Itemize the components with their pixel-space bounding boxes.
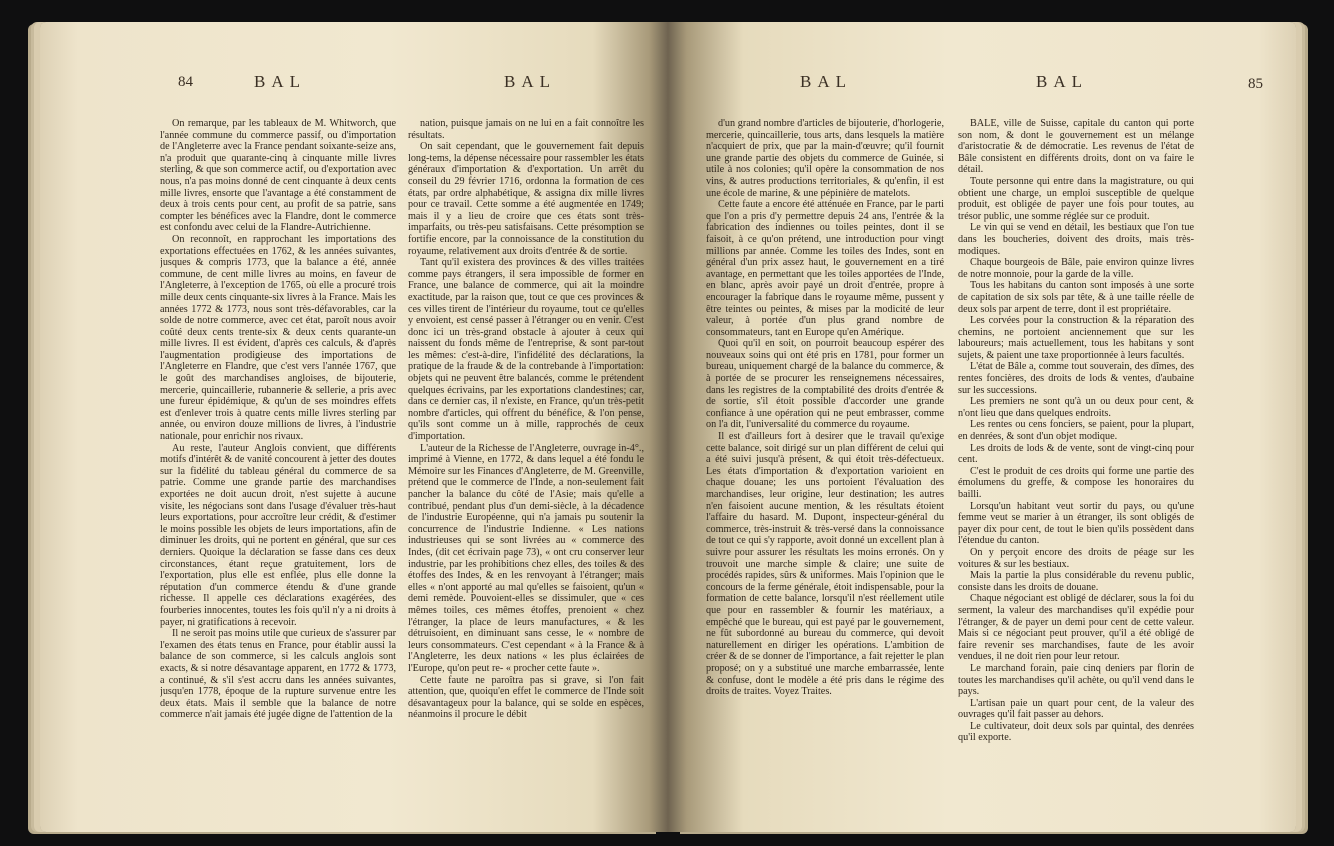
paragraph: BALE, ville de Suisse, capitale du canton qui porte son nom, & dont le gouvernement est un mélange d'aristocratie & de démocratie. Les revenus de l'état de Bâle consistent en différents droits, dont on va faire le détail. [958,118,1194,176]
paragraph: nation, puisque jamais on ne lui en a fait connoître les résultats. [408,118,644,141]
paragraph: Chaque négociant est obligé de déclarer, sous la foi du serment, la valeur des marchandises qu'il expédie pour l'étranger, & de payer un demi pour cent de cette valeur. Mais si ce négociant peut prouver, qu'il a été obligé de faire revenir ses marchandises, faute de les avoir vendues, il ne doit rien pour leur retour. [958,593,1194,663]
paragraph: Les corvées pour la construction & la réparation des chemins, ne portoient anciennement que sur les laboureurs; mais actuellement, tous les habitans y sont sujets, & paient une taxe proportionnée à leurs facultés. [958,315,1194,361]
paragraph: Le cultivateur, doit deux sols par quintal, des denrées qu'il exporte. [958,720,1194,744]
paragraph: Tous les habitans du canton sont imposés à une sorte de capitation de six sols par tête, & à une taille réelle de deux sols par arpent de terre, dont il est propriétaire. [958,280,1194,315]
left-page [40,22,668,832]
paragraph: Les premiers ne sont qu'à un ou deux pour cent, & n'ont lieu que dans quelques endroits. [958,396,1194,419]
right-folio: 85 [1248,76,1263,92]
paragraph: Cette faute ne paroîtra pas si grave, si l'on fait attention, que, quoiqu'en effet le commerce de l'Inde soit désavantageux pour la balance, qui se solde en espèces, néanmoins il procure le débit [408,674,644,721]
right-head-word-1: BAL [800,72,852,91]
paragraph: On y perçoit encore des droits de péage sur les voitures & sur les bestiaux. [958,546,1194,570]
paragraph: L'auteur de la Richesse de l'Angleterre, ouvrage in-4°., imprimé à Vienne, en 1772, & dans lequel a été fondu le Mémoire sur les Finances d'Angleterre, de M. Greenville, prétend que le commerce de l'Inde, a non-seulement fait pancher la balance du côté de l'Asie; mais qu'elle a contribué, pendant plus d'un demi-siècle, à la décadence de l'industrie Européenne, qui n'a jamais pu soutenir la concurrence de l'industrie Indienne. « Les nations industrieuses qui se sont livrées au « commerce des Indes, (dit cet écrivain page 73), « ont cru conserver leur industrie, par les prohibitions chez elles, des toiles & des étoffes des Indes, & en les renvoyant à l'étranger; mais elles « n'ont apporté au mal qu'elles se faisoient, qu'un « demi remède. Pouvoient-elles se dissimuler, que « ces mêmes toiles, ces mêmes étoffes, prenoient « chez l'étranger, la place de leurs manufactures, « & les détruisoient, en diminuant sans cesse, le « nombre de leurs consommateurs. C'est cependant « à la France & à l'Angleterre, les deux nations « les plus éclairées de l'Europe, qu'on peut re- « procher cette faute ». [408,442,644,674]
paragraph: Toute personne qui entre dans la magistrature, ou qui obtient une charge, un emploi susceptible de quelque produit, est obligée de payer une fois pour toutes, au trésor public, une somme réglée sur ce produit. [958,175,1194,222]
right-column-1 [706,118,944,822]
paragraph: Il est d'ailleurs fort à desirer que le travail qu'exige cette balance, soit dirigé sur un plan différent de celui qui a été suivi jusqu'à présent, & qui étoit très-défectueux. Les états d'importation & d'exportation varioient en chaque douane; les uns portoient l'évaluation des marchandises, leur origine, leur destination; les autres n'en faisoient aucune mention, & les résultats étoient l'affaire du hasard. M. Dupont, inspecteur-général du commerce, très-instruit & très-versé dans la connoissance de tout ce qui s'y rapporte, avoit donné un excellent plan à suivre pour assurer les résultats les moins erronés. On y trouvoit une marche simple & claire; une suite de procédés rapides, sûrs & uniformes. Mais l'opinion que le concours de la ferme générale, étoit indispensable, pour la formation de cette balance, lorsqu'il n'est réellement utile que pour en rassembler & fournir les matériaux, a empêché que le bureau, qui est payé par le gouvernement, ne fût subordonné au bureau du commerce, qui devoit naturellement en diriger les opérations. L'ambition de créer & de se donner de l'importance, a fait rejetter le plan proposé; on y a substitué une marche embarrassée, lente & confuse, dont le modèle a été pris dans le régime des droits de traites. Voyez Traites. [706,431,944,698]
paragraph: C'est le produit de ces droits qui forme une partie des émolumens du greffe, & compose les honoraires du bailli. [958,465,1194,500]
right-running-head [668,72,1296,102]
paragraph: Les rentes ou cens fonciers, se paient, pour la plupart, en denrées, & sont d'un objet modique. [958,419,1194,443]
paragraph: Le marchand forain, paie cinq deniers par florin de toutes les marchandises qu'il achète, ou qu'il vend dans le pays. [958,662,1194,698]
paragraph: Il ne seroit pas moins utile que curieux de s'assurer par l'examen des états tenus en France, pour établir aussi la balance de son commerce, si les calculs anglois sont exacts, & si notre désavantage apparent, en 1772 & 1773, a continué, & s'il s'est accru dans les années suivantes, jusqu'en 1778, époque de la rupture survenue entre les deux états. Mais il semble que la balance de notre commerce n'ait jamais été jugée digne de l'attention de la [160,628,396,721]
right-head-word-2: BAL [1036,72,1088,91]
paragraph: On remarque, par les tableaux de M. Whitworch, que l'année commune du commerce passif, ou d'importation de l'Angleterre avec la France pendant soixante-seize ans, n'a produit que quarante-cinq à cinquante mille livres sterling, & que son commerce actif, ou d'exportation avec nous, n'a pas moins donné de cent cinquante à deux cents mille livres, ensorte que l'avantage a été constamment de deux à trois cents pour cent, au profit de sa patrie, sans compter les bénéfices avec la Flandre, dont le commerce est confondu avec celui de la Flandre-Autrichienne. [160,118,396,234]
left-head-word-1: BAL [254,72,306,91]
right-column-2 [958,118,1194,822]
left-column-1 [160,118,396,822]
paragraph: Mais la partie la plus considérable du revenu public, consiste dans les droits de douane. [958,570,1194,593]
paragraph: L'état de Bâle a, comme tout souverain, des dîmes, des rentes foncières, des droits de lods & ventes, d'aubaine sur les successions. [958,361,1194,396]
paragraph: L'artisan paie un quart pour cent, de la valeur des ouvrages qu'il fait passer au dehors. [958,697,1194,721]
paragraph: Au reste, l'auteur Anglois convient, que différents motifs d'intérêt & de vanité concourent à jetter des doutes sur la fidélité du tableau général du commerce de sa patrie. Comme une grande partie des marchandises exportées ne doit aucun droit, n'est sujette à aucune visite, les négocians sont dans l'usage d'évaluer très-haut leurs exportations, pour accroître leur crédit, & d'estimer le moins possible les objets de leurs importations, afin de diminuer les droits, qui ne portent en général, que sur ces derniers. Quoique la déclaration se fasse dans ces deux circonstances, étant reçue gratuitement, lors de l'exportation, plus elle est enflée, plus elle donne la réputation d'un commerce étendu & d'une grande richesse. Il appelle ces déclarations exagérées, des fourberies innocentes, toutes les fois qu'il n'y a ni droits à payer, ni gratifications à recevoir. [160,442,396,628]
paragraph: d'un grand nombre d'articles de bijouterie, d'horlogerie, mercerie, quincaillerie, tous arts, dans lesquels la matière n'acquiert de prix, que par la main-d'œuvre; qu'il fournit une grande partie des objets du commerce de Guinée, si utile à nos colonies; qu'il opère la consommation de nos vins, & autres productions territoriales, & qu'enfin, il est une école de marine, & une pépinière de matelots. [706,118,944,199]
paragraph: Chaque bourgeois de Bâle, paie environ quinze livres de notre monnoie, pour la garde de la ville. [958,257,1194,280]
paragraph: Cette faute a encore été atténuée en France, par le parti que l'on a pris d'y permettre depuis 24 ans, l'entrée & la fabrication des indiennes ou toiles peintes, dont il se faisoit, à ce qu'on prétend, une introduction pour vingt millions par année. Comme les toiles des Indes, sont en général d'un prix assez haut, le gouvernement en a tiré avantage, en permettant que les toiles apportées de l'Inde, en blanc, après avoir payé un droit d'entrée, propre à encourager la fabrique dans le royaume même, pussent y être teintes ou peintes, & mises par la modicité de leur valeur, à portée d'un plus grand nombre de consommateurs, tant en Europe qu'en Amérique. [706,199,944,338]
left-running-head [40,72,668,102]
left-folio: 84 [178,74,193,90]
paragraph: On reconnoît, en rapprochant les importations des exportations effectuées en 1762, & les années suivantes, jusques & compris 1773, que la balance a été, année commune, de cent mille livres au moins, en faveur de l'Angleterre, à l'exception de 1765, où elle a procuré trois mille deux cents cinquante-six livres à la France. Mais les années 1772 & 1773, nous sont très-défavorables, car la solde de notre commerce, avec cet état, paroît nous avoir coûté deux cents trente-six & deux cents quarante-un mille livres. Il est évident, d'après ces calculs, & d'après l'augmentation prodigieuse des importations de l'Angleterre en Flandre, que c'est vers l'année 1767, que le goût des marchandises angloises, de bijouterie, mercerie, quincaillerie, rubannerie & sellerie, a pris avec une fureur épidémique, & qu'un de ses moindres effets est d'enlever trois à quatre cents mille livres sterling par année, ou environ douze millions de livres, à l'industrie nationale, pour enrichir nos rivaux. [160,233,396,443]
left-column-2 [408,118,644,822]
paragraph: Les droits de lods & de vente, sont de vingt-cinq pour cent. [958,442,1194,466]
left-head-word-2: BAL [504,72,556,91]
paragraph: Quoi qu'il en soit, on pourroit beaucoup espérer des nouveaux soins qui ont été pris en 1781, pour former un bureau, uniquement chargé de la balance du commerce, & à portée de se procurer les renseignemens nécessaires, dans les registres de la comptabilité des droits d'entrée & de sortie, s'il étoit possible d'accorder une grande confiance à une opération qui ne peut embrasser, comme on l'a dit, l'universalité du commerce du royaume. [706,338,944,431]
paragraph: Tant qu'il existera des provinces & des villes traitées comme pays étrangers, il sera impossible de former en France, une balance de commerce, qui ait la moindre exactitude, par la raison que, tout ce que ces provinces & ces villes tirent de l'intérieur du royaume, tout ce qu'elles y envoient, est censé passer à l'étranger ou en venir. C'est donc ici un très-grand obstacle à ajouter à ceux qui naissent du fonds même de l'entreprise, & sont par-tout les mêmes: c'est-à-dire, l'infidélité des déclarations, la pratique de la fraude & de la contrebande à l'importation: objets qui ne peuvent être balancés, comme le prétendent quelques écrivains, par les exportations clandestines; car, dans ce dernier cas, il n'existe, en France, qu'un très-petit nombre d'articles, qui offrent du bénéfice, & l'on pense, qu'ils sont comme un à mille, rapprochés de ceux d'importation. [408,257,644,443]
paragraph: On sait cependant, que le gouvernement fait depuis long-tems, la dépense nécessaire pour rassembler les états généraux d'importation & d'exportation. Un arrêt du conseil du 29 février 1716, ordonna la formation de ces états, par ordre alphabétique, & assigna dix mille livres pour ce travail. Cette somme a été augmentée en 1749; mais il y a lieu de croire que ces états sont très-imparfaits, ou très-peu satisfaisans. Cette présomption se fortifie encore, par la connoissance de la constitution du royaume, relativement aux droits d'entrée & de sortie. [408,141,644,257]
paragraph: Lorsqu'un habitant veut sortir du pays, ou qu'une femme veut se marier à un étranger, ils sont obligés de payer dix pour cent, de tout le bien qu'ils possèdent dans l'étendue du canton. [958,500,1194,547]
right-page [668,22,1296,832]
paragraph: Le vin qui se vend en détail, les bestiaux que l'on tue dans les boucheries, doivent des droits, mais très-modiques. [958,222,1194,257]
